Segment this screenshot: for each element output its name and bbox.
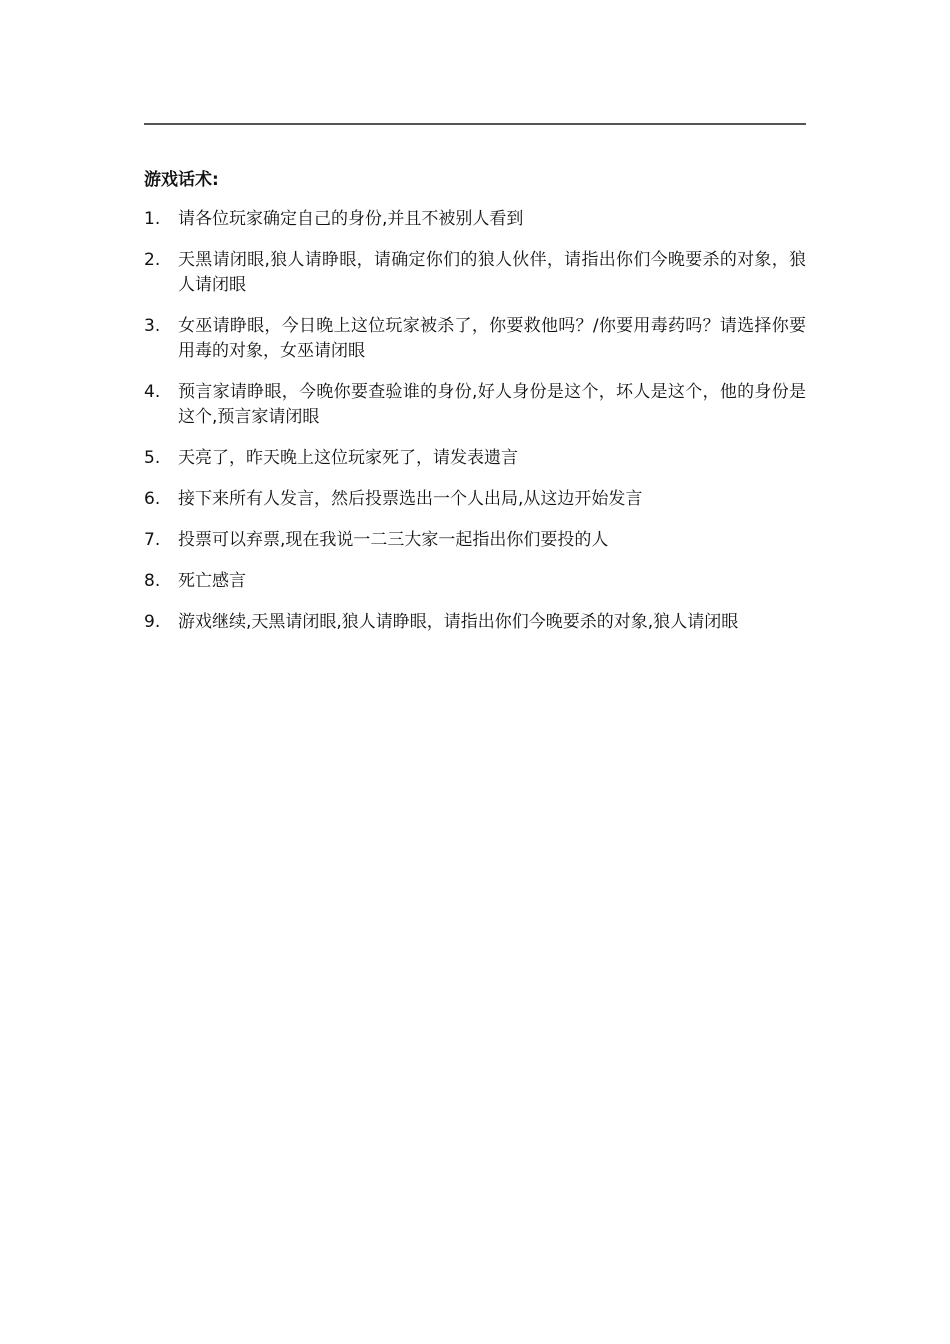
item-text: 请各位玩家确定自己的身份,并且不被别人看到: [178, 209, 524, 229]
list-item: [144, 207, 806, 232]
top-divider: [144, 123, 806, 125]
item-number: 7.: [144, 530, 161, 550]
list-item: [144, 610, 806, 635]
item-text: 天亮了，昨天晚上这位玩家死了，请发表遗言: [178, 448, 518, 468]
item-number: 9.: [144, 612, 161, 632]
script-list: [144, 207, 806, 651]
list-item: [144, 446, 806, 471]
item-number: 6.: [144, 489, 161, 509]
item-text: 接下来所有人发言，然后投票选出一个人出局,从这边开始发言: [178, 489, 643, 509]
list-item: [144, 487, 806, 512]
item-number: 1.: [144, 209, 161, 229]
list-item: [144, 248, 806, 298]
item-text: 游戏继续,天黑请闭眼,狼人请睁眼，请指出你们今晚要杀的对象,狼人请闭眼: [178, 612, 739, 632]
item-number: 3.: [144, 316, 161, 336]
item-text: 女巫请睁眼，今日晚上这位玩家被杀了，你要救他吗？/你要用毒药吗？请选择你要用毒的对象，女巫请闭眼: [178, 316, 806, 361]
item-text: 死亡感言: [178, 571, 246, 591]
list-item: [144, 380, 806, 430]
item-text: 预言家请睁眼，今晚你要查验谁的身份,好人身份是这个，坏人是这个，他的身份是这个,预言家请闭眼: [178, 382, 806, 427]
item-text: 投票可以弃票,现在我说一二三大家一起指出你们要投的人: [178, 530, 609, 550]
list-item: [144, 528, 806, 553]
list-item: [144, 314, 806, 364]
item-number: 8.: [144, 571, 161, 591]
list-item: [144, 569, 806, 594]
section-heading: 游戏话术:: [144, 170, 219, 190]
item-text: 天黑请闭眼,狼人请睁眼，请确定你们的狼人伙伴，请指出你们今晚要杀的对象，狼人请闭眼: [178, 250, 806, 295]
item-number: 2.: [144, 250, 161, 270]
item-number: 5.: [144, 448, 161, 468]
item-number: 4.: [144, 382, 161, 402]
